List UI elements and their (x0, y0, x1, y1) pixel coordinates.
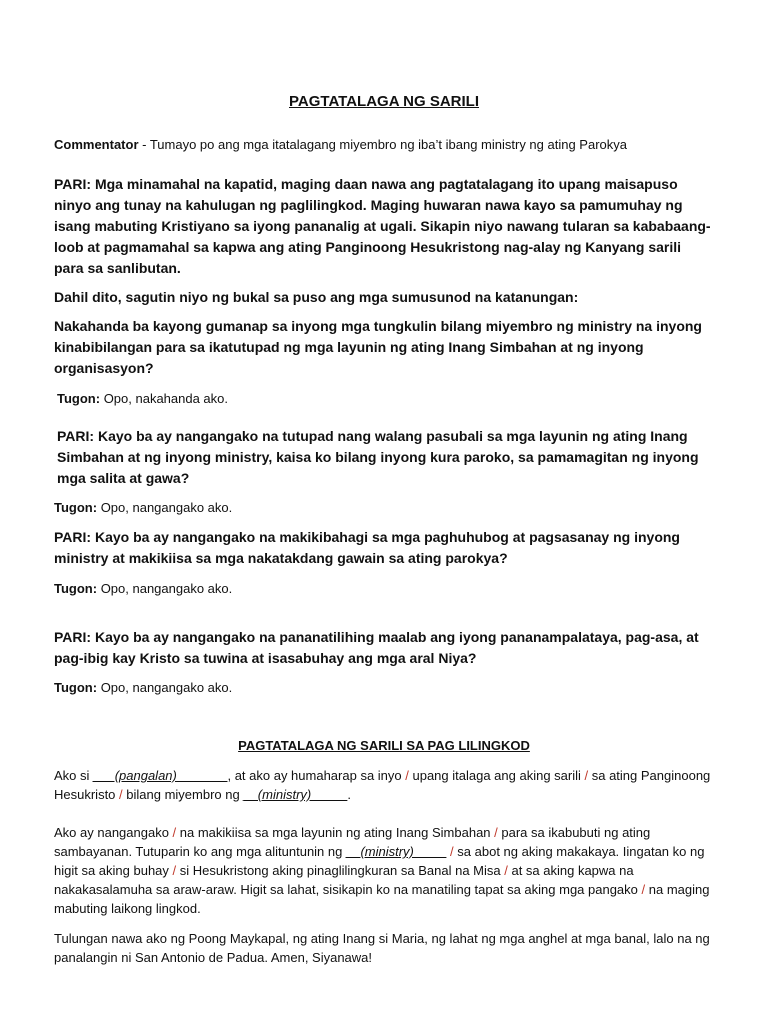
pledge-text: na maging mabuting laikong lingkod. (54, 882, 710, 916)
tugon-label: Tugon: (54, 581, 98, 596)
tugon-text: Opo, nangangako ako. (97, 500, 233, 515)
slash-mark: / (494, 825, 498, 840)
dahil-line: Dahil dito, sagutin niyo ng bukal sa puso ang mga sumusunod na katanungan: (54, 289, 579, 305)
question-3 (54, 527, 714, 569)
question-text: Kayo ba ay nangangako na pananatilihing maalab ang iyong pananampalataya, pag-asa, at pag-ibig kay Kristo sa tuwina at isasabuhay ang mga aral Niya? (54, 629, 699, 666)
tugon-2 (54, 498, 714, 517)
slash-mark: / (641, 882, 646, 897)
pledge-text: , at ako ay humaharap sa inyo (227, 768, 406, 783)
slash-mark: / (504, 863, 508, 878)
slash-mark: / (450, 844, 454, 859)
question-text: Kayo ba ay nangangako na makikibahagi sa mga paghuhubog at pagsasanay ng inyong ministry at makikiisa sa mga nakatakdang gawain sa ating parokya? (54, 529, 680, 566)
pari-label: PARI: (54, 529, 92, 545)
pledge-text: Ako ay nangangako (54, 825, 173, 840)
pledge-text: at sa aking kapwa na nakakasalamuha sa araw-araw. Higit sa lahat, sisikapin ko na manatiling tapat sa aking mga pangako (54, 863, 642, 897)
pledge-text: na makikiisa sa mga layunin ng ating Inang Simbahan (176, 825, 495, 840)
slash-mark: / (405, 768, 409, 783)
question-4 (54, 627, 714, 669)
question-1: Nakahanda ba kayong gumanap sa inyong mga tungkulin bilang miyembro ng ministry na inyong kinabibilangan para sa ikatutupad ng mga layunin ng ating Inang Simbahan at ng inyong organisasyon? (54, 318, 702, 376)
pledge-text: bilang miyembro ng (122, 787, 244, 802)
page-title: PAGTATALAGA NG SARILI (289, 93, 479, 110)
pledge-text: si Hesukristong aking pinaglilingkuran sa Banal na Misa (176, 863, 505, 878)
tugon-label: Tugon: (54, 500, 98, 515)
pari-label: PARI: (57, 428, 95, 444)
pledge-paragraph-1 (54, 766, 714, 804)
pledge-text: upang italaga ang aking sarili (408, 768, 585, 783)
slash-mark: / (172, 825, 177, 840)
commentator-line (54, 135, 714, 154)
pari-label: PARI: (54, 629, 92, 645)
question-2 (57, 426, 707, 489)
name-blank: ___(pangalan)__ __ __ (93, 768, 228, 783)
pledge-text: sa abot ng aking makakaya. Iingatan ko ng higit sa aking buhay (54, 844, 705, 878)
tugon-4 (54, 678, 714, 697)
tugon-text: Opo, nakahanda ako. (100, 391, 229, 406)
commentator-label: Commentator (54, 137, 139, 152)
pledge-text: . (347, 787, 351, 802)
pari-intro: PARI: Mga minamahal na kapatid, maging daan nawa ang pagtatalagang ito upang maisapuso ninyo ang tunay na kahulugan ng paglilingkod. Maging huwaran nawa kayo sa pamumuhay ng isang mabuting Kristiyano sa iyong pananalig at ugali. Sikapin niyo nawang tularan sa kababaang-loob at pagmamahal sa kapwa ang ating Panginoong Hesukristong nag-alay ng Kanyang sarili para sa sanlibutan. (54, 176, 711, 276)
tugon-3 (54, 579, 714, 598)
tugon-label: Tugon: (57, 391, 101, 406)
tugon-label: Tugon: (54, 680, 98, 695)
tugon-1 (57, 389, 717, 408)
ministry-blank: __(ministry)_____ (243, 787, 348, 802)
slash-mark: / (584, 768, 589, 783)
pledge-paragraph-2 (54, 823, 714, 918)
ministry-blank: __(ministry)__ __ (345, 844, 447, 859)
pledge-text: Ako si (54, 768, 94, 783)
commentator-text: - Tumayo po ang mga itatalagang miyembro ng iba’t ibang ministry ng ating Parokya (138, 137, 627, 152)
slash-mark: / (119, 787, 123, 802)
slash-mark: / (172, 863, 177, 878)
tugon-text: Opo, nangangako ako. (97, 581, 233, 596)
closing-prayer: Tulungan nawa ako ng Poong Maykapal, ng ating Inang si Maria, ng lahat ng mga anghel at mga banal, lalo na ng panalangin ni San Antonio de Padua. Amen, Siyanawa! (54, 931, 710, 965)
pledge-text: para sa ikabubuti ng ating sambayanan. Tutuparin ko ang mga alituntunin ng (54, 825, 651, 859)
pledge-text: sa ating Panginoong Hesukristo (54, 768, 711, 802)
question-text: Kayo ba ay nangangako na tutupad nang walang pasubali sa mga layunin ng ating Inang Simbahan at ng inyong ministry, kaisa ko bilang inyong kura paroko, sa pamamagitan ng inyong mga salita at gawa? (57, 428, 699, 486)
tugon-text: Opo, nangangako ako. (97, 680, 233, 695)
section-title: PAGTATALAGA NG SARILI SA PAG LILINGKOD (238, 738, 530, 753)
